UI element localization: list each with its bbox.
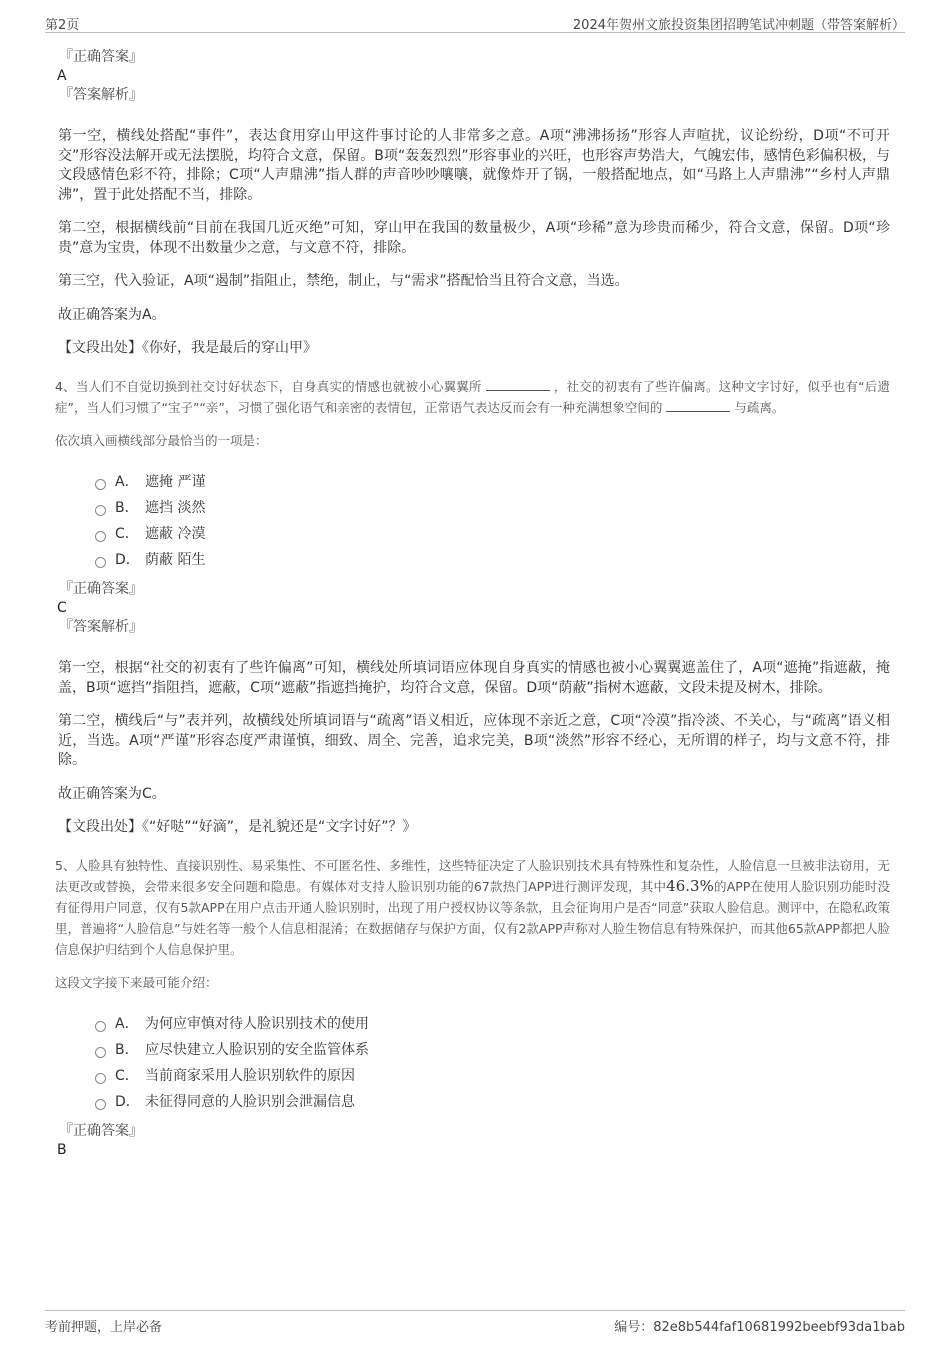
question-stem: 5、人脸具有独特性、直接识别性、易采集性、不可匿名性、多维性，这些特征决定了人脸识别技术具有特殊性和复杂性，人脸信息一旦被非法窃用，无法更改或替换，会带来很多安全问题和隐患。有媒体对支持人脸识别功能的67款热门APP进行测评发现，其中46.3%的APP在使用人脸识别功能时没有征得用户同意，仅有5款APP在用户点击开通人脸识别时，出现了用户授权协议等条款，且会征询用户是否“同意”获取人脸信息。测评中，在隐私政策里，普遍将“人脸信息”与姓名等一般个人信息相混淆；在数据储存与保护方面，仅有2款APP声称对人脸生物信息有特殊保护，而其他65款APP都把人脸信息保护归结到个人信息保护里。 xyxy=(55,858,890,957)
radio-icon[interactable] xyxy=(95,505,106,516)
source-citation: 【文段出处】《“好哒”“好滴”，是礼貌还是“文字讨好”？》 xyxy=(58,819,417,835)
document-id: 编号：82e8b544faf10681992beebf93da1bab xyxy=(614,1320,905,1335)
radio-icon[interactable] xyxy=(95,1099,106,1110)
main-content xyxy=(55,48,890,1160)
radio-icon[interactable] xyxy=(95,479,106,490)
answer-value: A xyxy=(57,68,67,84)
analysis-paragraph: 第一空，根据“社交的初衷有了些许偏离”可知，横线处所填词语应体现自身真实的情感也被小心翼翼遮盖住了，A项“遮掩”指遮蔽，掩盖，B项“遮挡”指阻挡，遮蔽，C项“遮蔽”指遮挡掩护，均符合文意，保留。D项“荫蔽”指树木遮蔽，文段未提及树木，排除。 xyxy=(58,660,890,696)
conclusion: 故正确答案为A。 xyxy=(58,306,166,323)
page-number: 第2页 xyxy=(45,18,80,33)
option-c[interactable]: C． 当前商家采用人脸识别软件的原因 xyxy=(95,1062,890,1088)
source-citation: 【文段出处】《你好，我是最后的穿山甲》 xyxy=(58,340,317,356)
answer-label: 『正确答案』 xyxy=(59,49,143,65)
radio-icon[interactable] xyxy=(95,1021,106,1032)
page-footer xyxy=(45,1310,905,1335)
option-a[interactable]: A． 为何应审慎对待人脸识别技术的使用 xyxy=(95,1010,890,1036)
page-header xyxy=(45,10,905,33)
answer-value: B xyxy=(57,1142,67,1158)
document-title: 2024年贺州文旅投资集团招聘笔试冲刺题（带答案解析） xyxy=(572,18,905,33)
analysis-paragraph: 第一空，横线处搭配“事件”，表达食用穿山甲这件事讨论的人非常多之意。A项“沸沸扬扬”形容人声喧扰，议论纷纷，D项“不可开交”形容没法解开或无法摆脱，均符合文意，保留。B项“轰轰烈烈”形容事业的兴旺，也形容声势浩大，气魄宏伟，感情色彩偏积极，与文段感情色彩不符，排除；C项“人声鼎沸”指人群的声音吵吵嚷嚷，就像炸开了锅，一般搭配地点，如“马路上人声鼎沸”“乡村人声鼎沸”，置于此处搭配不当，排除。 xyxy=(58,128,890,203)
radio-icon[interactable] xyxy=(95,557,106,568)
analysis-label: 『答案解析』 xyxy=(59,619,143,635)
analysis-paragraph: 第二空，根据横线前“目前在我国几近灭绝”可知，穿山甲在我国的数量极少，A项“珍稀”意为珍贵而稀少，符合文意，保留。D项“珍贵”意为宝贵，体现不出数量少之意，与文意不符，排除。 xyxy=(58,220,890,256)
option-d[interactable]: D． 荫蔽 陌生 xyxy=(95,546,890,572)
option-list xyxy=(95,468,890,572)
question-prompt: 这段文字接下来最可能介绍： xyxy=(55,975,218,990)
option-list xyxy=(95,1010,890,1114)
analysis-label: 『答案解析』 xyxy=(59,87,143,103)
percentage-value: 46.3% xyxy=(666,877,714,895)
radio-icon[interactable] xyxy=(95,1073,106,1084)
radio-icon[interactable] xyxy=(95,1047,106,1058)
analysis-paragraph: 第二空，横线后“与”表并列，故横线处所填词语与“疏离”语义相近，应体现不亲近之意，C项“冷漠”指冷淡、不关心，与“疏离”语义相近，当选。A项“严谨”形容态度严肃谨慎，细致、周全、完善，追求完美，B项“淡然”形容不经心，无所谓的样子，均与文意不符，排除。 xyxy=(58,713,890,768)
option-c[interactable]: C． 遮蔽 冷漠 xyxy=(95,520,890,546)
option-d[interactable]: D． 未征得同意的人脸识别会泄漏信息 xyxy=(95,1088,890,1114)
answer-label: 『正确答案』 xyxy=(59,581,143,597)
radio-icon[interactable] xyxy=(95,531,106,542)
question-prompt: 依次填入画横线部分最恰当的一项是： xyxy=(55,433,268,448)
footer-slogan: 考前押题，上岸必备 xyxy=(45,1320,163,1335)
analysis-paragraph: 第三空，代入验证，A项“遏制”指阻止，禁绝，制止，与“需求”搭配恰当且符合文意，当选。 xyxy=(58,273,629,289)
answer-value: C xyxy=(57,600,67,616)
fill-blank xyxy=(666,399,730,412)
conclusion: 故正确答案为C。 xyxy=(58,785,166,802)
answer-label: 『正确答案』 xyxy=(59,1123,143,1139)
fill-blank xyxy=(486,378,550,391)
question-stem: 4、当人们不自觉切换到社交讨好状态下，自身真实的情感也就被小心翼翼所 ，社交的初衷有了些许偏离。这种文字讨好，似乎也有“后遗症”，当人们习惯了“宝子”“亲”，习惯了强化语气和亲密的表情包，正常语气表达反而会有一种充满想象空间的 与疏离。 xyxy=(55,379,890,415)
option-b[interactable]: B． 遮挡 淡然 xyxy=(95,494,890,520)
option-b[interactable]: B． 应尽快建立人脸识别的安全监管体系 xyxy=(95,1036,890,1062)
option-a[interactable]: A． 遮掩 严谨 xyxy=(95,468,890,494)
